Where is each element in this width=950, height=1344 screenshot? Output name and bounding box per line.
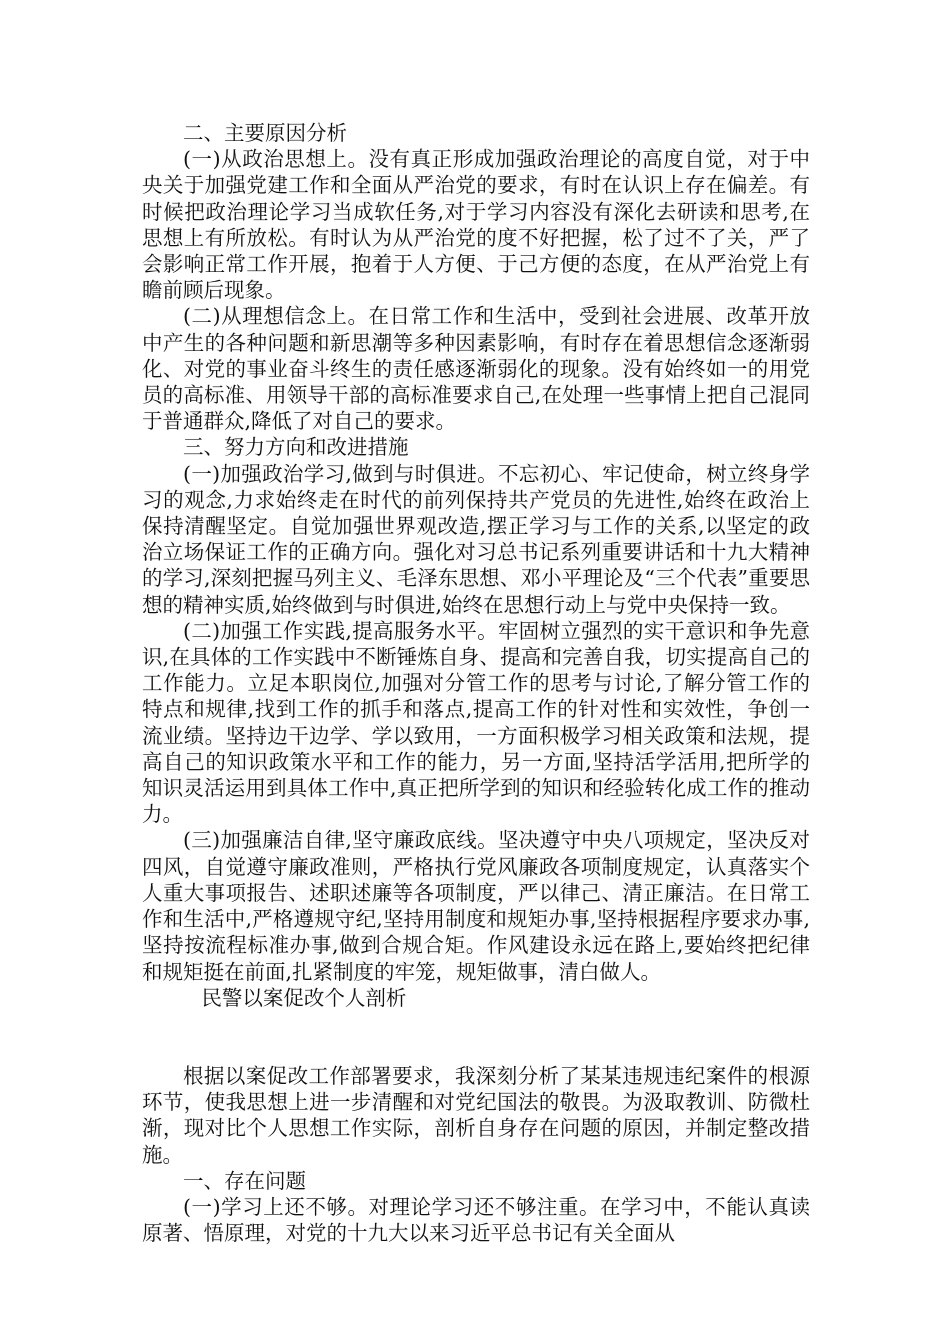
section-heading-causes: 二、主要原因分析 xyxy=(183,121,347,145)
section-heading-measures: 三、努力方向和改进措施 xyxy=(183,435,409,460)
paragraph-study-problem: (一)学习上还不够。对理论学习还不够注重。在学习中，不能认真读原著、悟原理，对党的十九大以来习近平总书记有关全面从 xyxy=(142,1194,810,1246)
section-heading-problems: 一、存在问题 xyxy=(183,1168,306,1193)
paragraph-political-thought: (一)从政治思想上。没有真正形成加强政治理论的高度自觉，对于中央关于加强党建工作和全面从严治党的要求，有时在认识上存在偏差。有时候把政治理论学习当成软任务,对于学习内容没有深化去研读和思考,在思想上有所放松。有时认为从严治党的度不好把握，松了过不了关，严了会影响正常工作开展，抱着于人方便、于己方便的态度，在从严治党上有瞻前顾后现象。 xyxy=(142,147,810,303)
paragraph-political-study: (一)加强政治学习,做到与时俱进。不忘初心、牢记使命，树立终身学习的观念,力求始终走在时代的前列保持共产党员的先进性,始终在政治上保持清醒坚定。自觉加强世界观改造,摆正学习与工作的关系,以坚定的政治立场保证工作的正确方向。强化对习总书记系列重要讲话和十九大精神的学习,深刻把握马列主义、毛泽东思想、邓小平理论及“三个代表”重要思想的精神实质,始终做到与时俱进,始终在思想行动上与党中央保持一致。 xyxy=(142,461,810,617)
paragraph-intro: 根据以案促改工作部署要求，我深刻分析了某某违规违纪案件的根源环节，使我思想上进一步清醒和对党纪国法的敬畏。为汲取教训、防微杜渐，现对比个人思想工作实际，剖析自身存在问题的原因，并制定整改措施。 xyxy=(142,1063,810,1167)
article-title: 民警以案促改个人剖析 xyxy=(201,985,407,1010)
document-body xyxy=(142,120,810,1246)
paragraph-work-practice: (二)加强工作实践,提高服务水平。牢固树立强烈的实干意识和争先意识,在具体的工作实践中不断锤炼自身、提高和完善自我，切实提高自己的工作能力。立足本职岗位,加强对分管工作的思考与讨论,了解分管工作的特点和规律,找到工作的抓手和落点,提高工作的针对性和实效性，争创一流业绩。坚持边干边学、学以致用，一方面积极学习相关政策和法规，提高自己的知识政策水平和工作的能力，另一方面,坚持活学活用,把所学的知识灵活运用到具体工作中,真正把所学到的知识和经验转化成工作的推动力。 xyxy=(142,618,810,827)
paragraph-ideals-beliefs: (二)从理想信念上。在日常工作和生活中，受到社会进展、改革开放中产生的各种问题和新思潮等多种因素影响，有时存在着思想信念逐渐弱化、对党的事业奋斗终生的责任感逐渐弱化的现象。没有始终如一的用党员的高标准、用领导干部的高标准要求自己,在处理一些事情上把自己混同于普通群众,降低了对自己的要求。 xyxy=(142,304,810,434)
paragraph-integrity: (三)加强廉洁自律,坚守廉政底线。坚决遵守中央八项规定，坚决反对四风，自觉遵守廉政准则，严格执行党风廉政各项制度规定，认真落实个人重大事项报告、述职述廉等各项制度，严以律己、清正廉洁。在日常工作和生活中,严格遵规守纪,坚持用制度和规矩办事,坚持根据程序要求办事,坚持按流程标准办事,做到合规合矩。作风建设永远在路上,要始终把纪律和规矩挺在前面,扎紧制度的牢笼，规矩做事，清白做人。 xyxy=(142,828,810,984)
